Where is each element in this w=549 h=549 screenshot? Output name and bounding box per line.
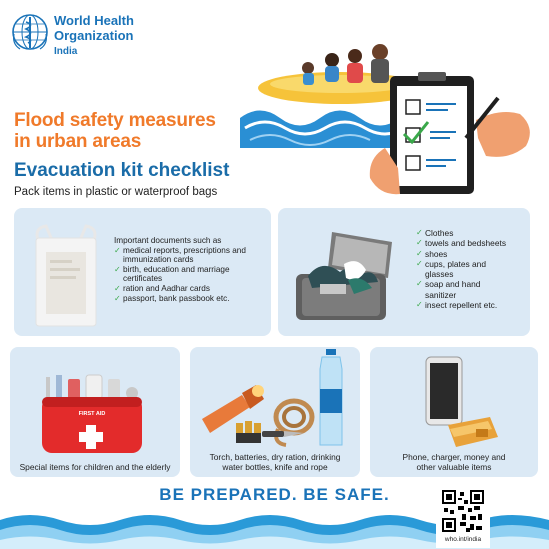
checkmark-icon: ✓ xyxy=(416,300,423,310)
list-item-text: glasses xyxy=(425,269,454,280)
list-item-text: certificates xyxy=(123,274,163,284)
phone-icon xyxy=(426,357,462,425)
list-item xyxy=(416,228,528,238)
checkmark-icon: ✓ xyxy=(114,264,121,274)
page-title xyxy=(14,110,254,152)
list-item xyxy=(114,284,269,294)
organization-country: India xyxy=(54,46,78,57)
valuables-caption xyxy=(370,452,538,472)
list-item-text: soap and hand xyxy=(425,279,481,290)
water-bottle-icon xyxy=(320,349,342,445)
suitcase-icon xyxy=(292,228,407,323)
special-items-caption: Special items for children and the elderly xyxy=(19,462,171,472)
list-item xyxy=(416,259,528,280)
list-item-text: shoes xyxy=(425,248,448,259)
documents-card xyxy=(14,208,271,336)
list-item-text: immunization cards xyxy=(123,255,194,265)
special-items-card xyxy=(10,347,180,477)
first-aid-label: FIRST AID xyxy=(78,411,106,417)
checkmark-icon: ✓ xyxy=(416,279,423,289)
survival-supplies-caption xyxy=(190,452,360,472)
qr-code-icon[interactable] xyxy=(442,490,484,532)
list-item-text: Clothes xyxy=(425,228,454,238)
list-item-text: insect repellent etc. xyxy=(425,300,498,311)
list-item-text: birth, education and marriage xyxy=(123,264,230,274)
checkmark-icon: ✓ xyxy=(114,293,121,303)
qr-url-text: who.int/india xyxy=(444,536,482,543)
survival-supplies-caption-line1: Torch, batteries, dry ration, drinking xyxy=(209,452,341,462)
list-item xyxy=(114,265,269,284)
valuables-illustration xyxy=(414,355,504,451)
documents-list xyxy=(114,236,269,303)
packing-instruction: Pack items in plastic or waterproof bags xyxy=(14,186,218,198)
checkmark-icon: ✓ xyxy=(416,238,423,248)
organization-name xyxy=(54,13,154,43)
section-subtitle: Evacuation kit checklist xyxy=(14,160,230,181)
essentials-list xyxy=(416,228,528,310)
who-emblem-icon xyxy=(10,12,50,52)
valuables-caption-line1: Phone, charger, money and xyxy=(402,452,506,462)
checkmark-icon: ✓ xyxy=(114,245,121,255)
list-item-text: sanitizer xyxy=(425,289,457,300)
list-item-text: ration and Aadhar cards xyxy=(123,283,210,293)
list-item xyxy=(114,294,269,304)
checklist-clipboard-illustration xyxy=(370,72,530,194)
slogan: BE PREPARED. BE SAFE. xyxy=(159,485,390,504)
checkmark-icon: ✓ xyxy=(114,283,121,293)
who-logo xyxy=(10,12,150,62)
list-item xyxy=(416,279,528,300)
hero-illustration xyxy=(240,28,545,208)
rope-icon xyxy=(276,401,312,445)
page-title-line2: in urban areas xyxy=(14,131,142,152)
organization-name-line2: Organization xyxy=(54,28,134,43)
flood-water-illustration xyxy=(240,111,410,149)
organization-name-line1: World Health xyxy=(54,13,134,28)
list-item xyxy=(416,300,528,310)
documents-heading: Important documents such as xyxy=(114,236,222,245)
survival-supplies-illustration xyxy=(194,347,354,449)
survival-supplies-caption-line2: water bottles, knife and rope xyxy=(222,462,328,472)
page-title-line1: Flood safety measures xyxy=(14,110,216,131)
list-item xyxy=(416,249,528,259)
list-item xyxy=(416,238,528,248)
list-item-text: cups, plates and xyxy=(425,258,486,269)
valuables-caption-line2: other valuable items xyxy=(416,462,492,472)
list-item-text: towels and bedsheets xyxy=(425,238,507,249)
checkmark-icon: ✓ xyxy=(416,228,423,237)
list-item-text: passport, bank passbook etc. xyxy=(123,293,230,303)
essentials-card xyxy=(278,208,530,336)
survival-supplies-card xyxy=(190,347,360,477)
checkmark-icon: ✓ xyxy=(416,258,423,268)
valuables-card xyxy=(370,347,538,477)
batteries-icon xyxy=(236,421,261,443)
list-item-text: medical reports, prescriptions and xyxy=(123,245,246,255)
list-item xyxy=(114,246,269,265)
plastic-bag-icon xyxy=(32,220,100,328)
checkmark-icon: ✓ xyxy=(416,248,423,258)
